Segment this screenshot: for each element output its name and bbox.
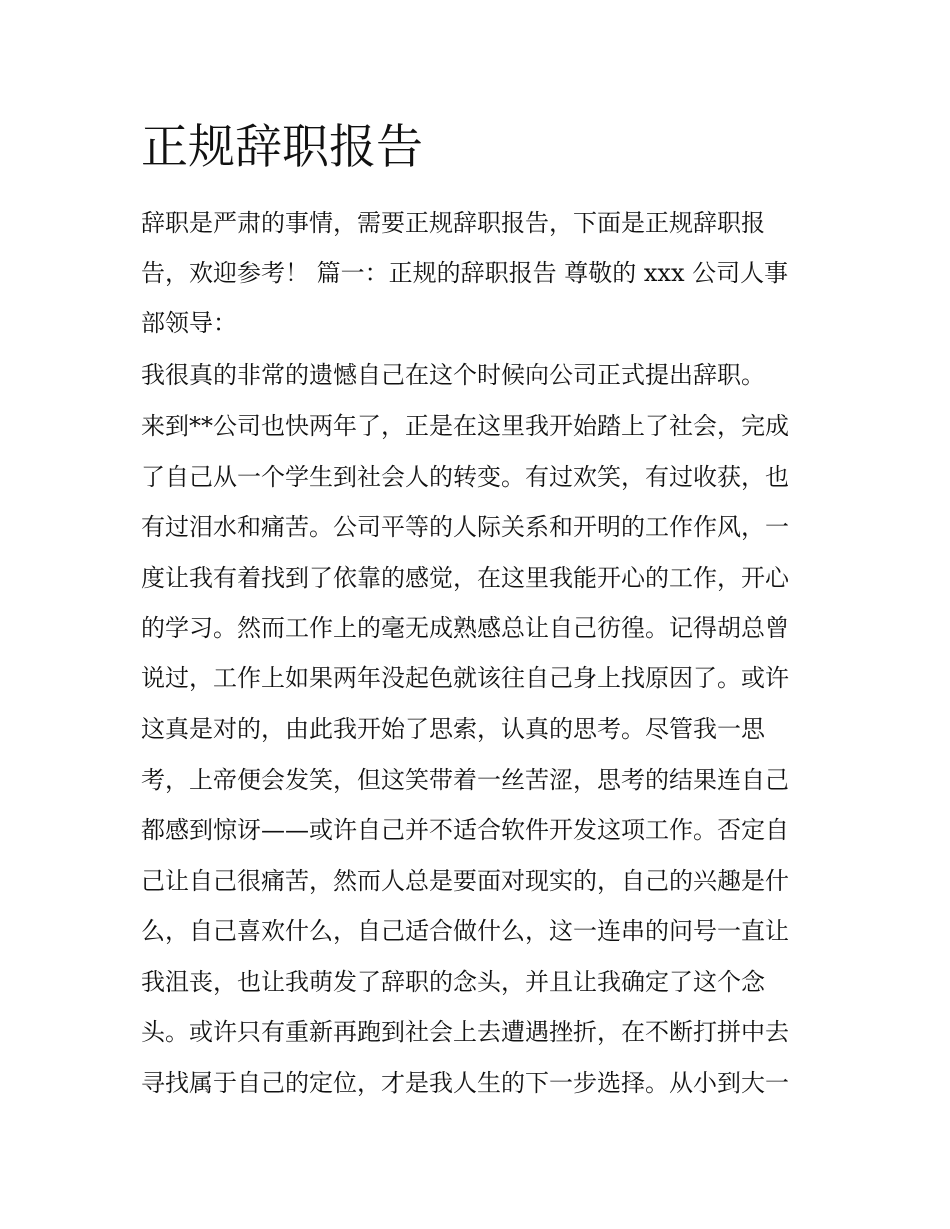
body-line: 么，自己喜欢什么，自己适合做什么，这一连串的问号一直让 — [141, 917, 789, 945]
body-line: 己让自己很痛苦，然而人总是要面对现实的，自己的兴趣是什 — [141, 867, 789, 895]
body-line: 头。或许只有重新再跑到社会上去遭遇挫折，在不断打拼中去 — [141, 1018, 789, 1046]
body-line: 辞职是严肃的事情，需要正规辞职报告，下面是正规辞职报 — [141, 209, 765, 237]
body-line: 这真是对的，由此我开始了思索，认真的思考。尽管我一思 — [141, 715, 765, 743]
body-line: 度让我有着找到了依靠的感觉，在这里我能开心的工作，开心 — [141, 564, 789, 592]
body-line: 部领导： — [141, 309, 237, 337]
body-line: 说过，工作上如果两年没起色就该往自己身上找原因了。或许 — [141, 664, 789, 692]
body-line: 考，上帝便会发笑，但这笑带着一丝苦涩，思考的结果连自己 — [141, 766, 789, 794]
body-line: 告，欢迎参考！ 篇一：正规的辞职报告 尊敬的 xxx 公司人事 — [141, 259, 789, 287]
body-line: 我很真的非常的遗憾自己在这个时候向公司正式提出辞职。 — [141, 361, 765, 389]
body-line: 了自己从一个学生到社会人的转变。有过欢笑，有过收获，也 — [141, 463, 789, 491]
body-line: 都感到惊讶——或许自己并不适合软件开发这项工作。否定自 — [141, 816, 789, 844]
document-title: 正规辞职报告 — [141, 120, 423, 175]
body-line: 来到**公司也快两年了，正是在这里我开始踏上了社会，完成 — [141, 412, 789, 440]
body-line: 寻找属于自己的定位，才是我人生的下一步选择。从小到大一 — [141, 1069, 789, 1097]
body-line: 有过泪水和痛苦。公司平等的人际关系和开明的工作作风，一 — [141, 513, 789, 541]
body-line: 的学习。然而工作上的毫无成熟感总让自己彷徨。记得胡总曾 — [141, 614, 789, 642]
body-line: 我沮丧，也让我萌发了辞职的念头，并且让我确定了这个念 — [141, 968, 765, 996]
